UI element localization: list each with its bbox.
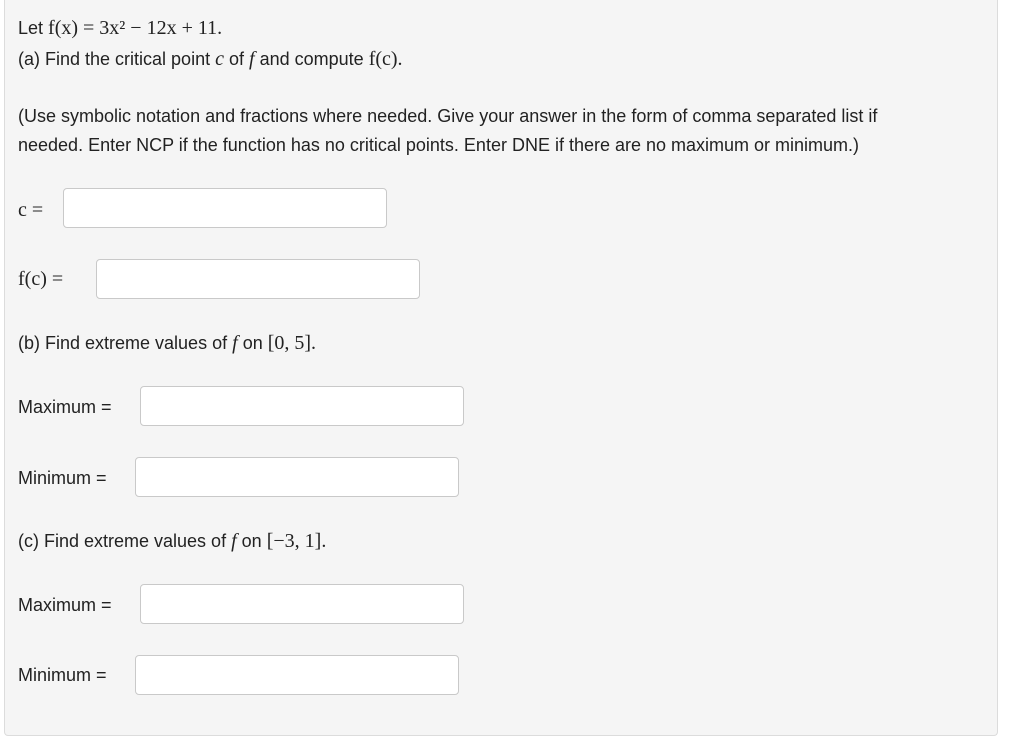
- part-b-interval: [0, 5].: [267, 332, 317, 354]
- part-b-maximum-input[interactable]: [140, 386, 464, 426]
- part-a-prompt: [18, 47, 403, 71]
- fc-answer-input[interactable]: [96, 259, 420, 299]
- part-b-text: (b) Find extreme values of: [18, 333, 228, 353]
- part-c-prompt: [18, 529, 326, 553]
- intro-prefix: Let: [18, 18, 44, 38]
- part-a-text: (a) Find the critical point: [18, 49, 211, 69]
- fc-expression: f(c).: [368, 48, 403, 70]
- part-a-compute-text: and compute: [259, 49, 364, 69]
- part-c-interval: [−3, 1].: [266, 530, 327, 552]
- part-c-minimum-label: Minimum =: [18, 665, 107, 685]
- part-c-minimum-input[interactable]: [135, 655, 459, 695]
- part-b-on-text: on: [242, 333, 263, 353]
- f-symbol: f: [249, 48, 255, 70]
- c-answer-input[interactable]: [63, 188, 387, 228]
- part-b-minimum-input[interactable]: [135, 457, 459, 497]
- fc-label: f(c) =: [18, 268, 64, 290]
- function-expression: f(x) = 3x² − 12x + 11.: [48, 17, 223, 39]
- c-label: c =: [18, 199, 44, 221]
- part-c-text: (c) Find extreme values of: [18, 531, 227, 551]
- part-c-on-text: on: [241, 531, 262, 551]
- part-b-prompt: [18, 331, 316, 355]
- part-b-minimum-label: Minimum =: [18, 468, 107, 488]
- c-symbol: c: [215, 48, 224, 70]
- instructions-line-1: (Use symbolic notation and fractions where needed. Give your answer in the form of comma separated list if: [18, 106, 878, 126]
- part-c-maximum-label: Maximum =: [18, 595, 112, 615]
- f-symbol: f: [232, 332, 238, 354]
- part-c-maximum-input[interactable]: [140, 584, 464, 624]
- instructions-line-2: needed. Enter NCP if the function has no critical points. Enter DNE if there are no maximum or minimum.): [18, 135, 860, 155]
- part-a-of-text: of: [229, 49, 245, 69]
- f-symbol: f: [231, 530, 237, 552]
- question-panel: [4, 0, 998, 736]
- problem-statement: [18, 16, 222, 40]
- part-b-maximum-label: Maximum =: [18, 397, 112, 417]
